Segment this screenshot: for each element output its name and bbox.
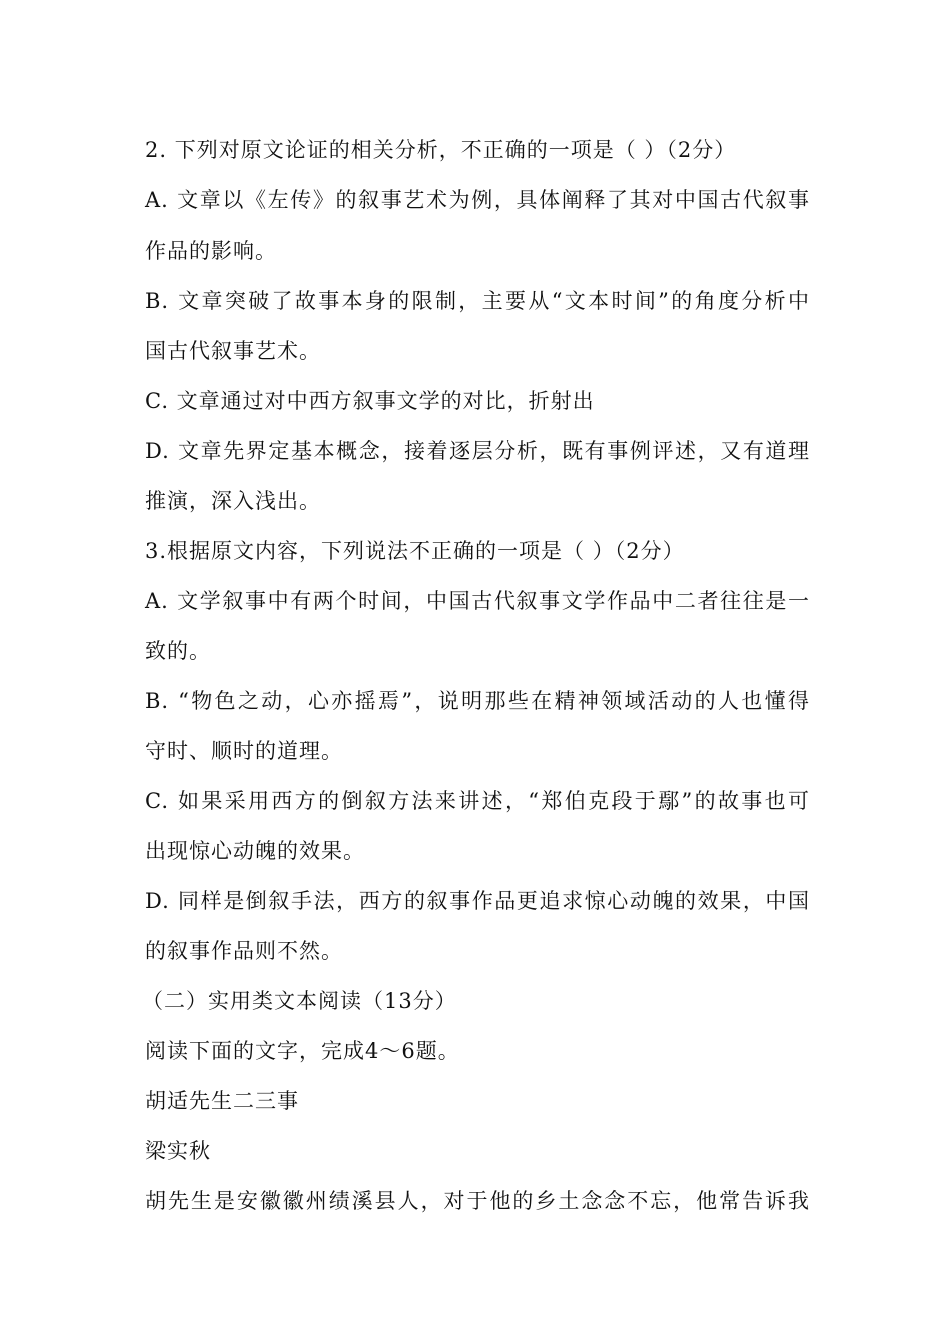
question-3-option-b-line2: 守时、顺时的道理。 [145, 739, 343, 763]
question-2-option-c-line1: C. 文章通过对中西方叙事文学的对比，折射出 [145, 389, 595, 413]
question-2-option-d-line1: D. 文章先界定基本概念，接着逐层分析，既有事例评述，又有道理 [145, 439, 810, 463]
question-2-option-b-line1: B. 文章突破了故事本身的限制，主要从“文本时间”的角度分析中 [145, 289, 810, 313]
question-2-option-a-line2: 作品的影响。 [145, 239, 277, 263]
question-3-option-a-line2: 致的。 [145, 639, 211, 663]
question-3-option-d-line1: D. 同样是倒叙手法，西方的叙事作品更追求惊心动魄的效果，中国 [145, 889, 810, 913]
reading-instruction: 阅读下面的文字，完成4～6题。 [145, 1039, 460, 1063]
question-3-option-c-line1: C. 如果采用西方的倒叙方法来讲述，“郑伯克段于鄢”的故事也可 [145, 789, 810, 813]
question-2-option-d-line2: 推演，深入浅出。 [145, 489, 321, 513]
question-2-stem: 2. 下列对原文论证的相关分析，不正确的一项是（ ）（2分） [145, 138, 737, 162]
question-3-option-b-line1: B. “物色之动，心亦摇焉”，说明那些在精神领域活动的人也懂得 [145, 689, 810, 713]
article-body-line1: 胡先生是安徽徽州绩溪县人，对于他的乡土念念不忘，他常告诉我 [145, 1189, 810, 1213]
question-2-option-a-line1: A. 文章以《左传》的叙事艺术为例，具体阐释了其对中国古代叙事 [145, 188, 810, 212]
section-2-heading: （二）实用类文本阅读（13分） [142, 989, 457, 1013]
question-3-option-c-line2: 出现惊心动魄的效果。 [145, 839, 365, 863]
question-3-option-d-line2: 的叙事作品则不然。 [145, 939, 343, 963]
question-2-option-b-line2: 国古代叙事艺术。 [145, 339, 321, 363]
question-3-stem: 3.根据原文内容，下列说法不正确的一项是（ ）（2分） [145, 539, 685, 563]
article-author: 梁实秋 [145, 1139, 211, 1163]
article-title: 胡适先生二三事 [145, 1089, 299, 1113]
question-3-option-a-line1: A. 文学叙事中有两个时间，中国古代叙事文学作品中二者往往是一 [145, 589, 810, 613]
